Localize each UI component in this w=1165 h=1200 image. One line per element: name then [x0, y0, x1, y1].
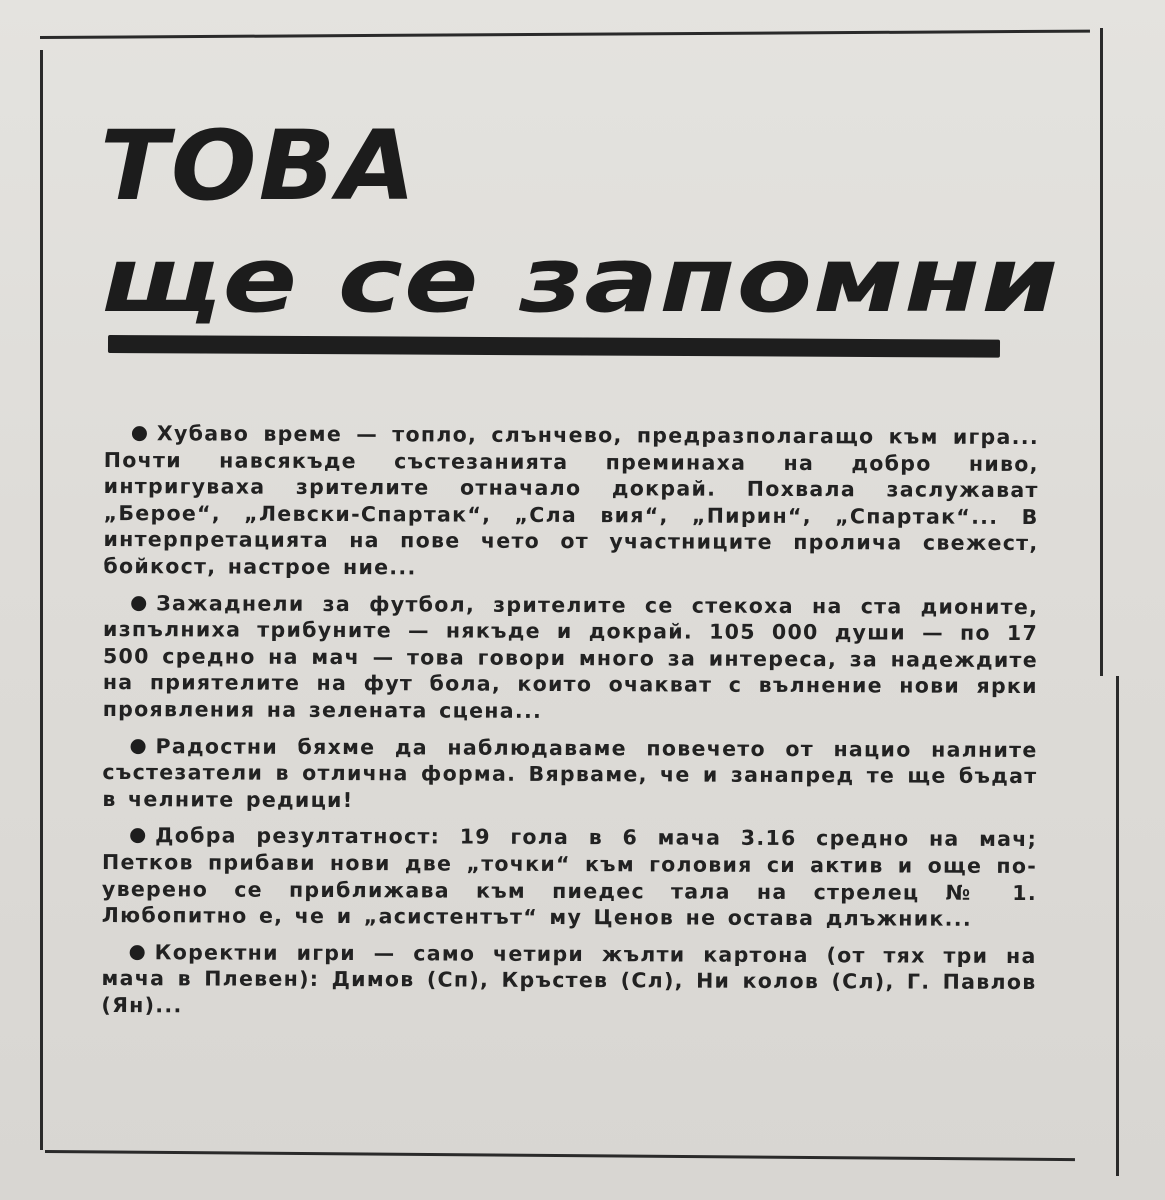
- frame-right-border: [1100, 28, 1103, 676]
- bullet-icon: [131, 596, 146, 611]
- paragraph-text: Хубаво време — топло, слънчево, предразполагащо към игра... Почти навсякъде състезанията преминаха на добро ниво, интригуваха зрителите отначало докрай. Похвала заслужават „Берое“, „Левски-Спартак“, „Сла вия“, „Пирин“, „Спартак“... В интерпретацията на пове чето от участниците пролича свежест, бойкост, настрое ние...: [103, 421, 1039, 580]
- bullet-icon: [130, 828, 145, 843]
- headline-line-1: ТОВА: [100, 110, 418, 222]
- paragraph-text: Добра резултатност: 19 гола в 6 мача 3.16 средно на мач; Петков прибави нови две „точки“ към головия си актив и още по-уверено се приближава към пиедес тала на стрелец № 1. Любопитно е, че и „асистентът“ му Ценов не остава длъжник...: [101, 823, 1038, 931]
- headline-underline: [108, 335, 1000, 358]
- frame-top-border: [40, 30, 1090, 39]
- paragraph-national-players: [102, 733, 1037, 817]
- paragraph-scoring: [102, 822, 1037, 932]
- paragraph-fair-play: [101, 939, 1036, 1023]
- paragraph-text: Радостни бяхме да наблюдаваме повечето от нацио налните състезатели в отлична форма. Вярваме, че и занапред те ще бъдат в челните редици!: [102, 733, 1038, 812]
- paragraph-text: Зажаднели за футбол, зрителите се стекоха на ста дионите, изпълниха трибуните — някъде и докрай. 105 000 души — по 17 500 средно на мач — това говори много за интереса, за надеждите на приятелите на фут бола, които очакват с вълнение нови ярки проявления на зелената сцена...: [102, 590, 1039, 723]
- bullet-icon: [132, 426, 147, 441]
- paragraph-attendance: [103, 590, 1039, 727]
- bullet-icon: [131, 739, 146, 754]
- paragraph-weather: [103, 420, 1039, 584]
- frame-right-border-lower: [1116, 676, 1119, 1176]
- frame-left-border: [40, 50, 43, 1150]
- article-body: [101, 420, 1039, 1033]
- bullet-icon: [130, 945, 145, 960]
- frame-bottom-border: [45, 1150, 1075, 1161]
- paragraph-text: Коректни игри — само четири жълти картона (от тях три на мача в Плевен): Димов (Сп), Кръстев (Сл), Ни колов (Сл), Г. Павлов (Ян)...: [101, 939, 1037, 1018]
- headline-line-2: ще се запомни: [100, 228, 1060, 333]
